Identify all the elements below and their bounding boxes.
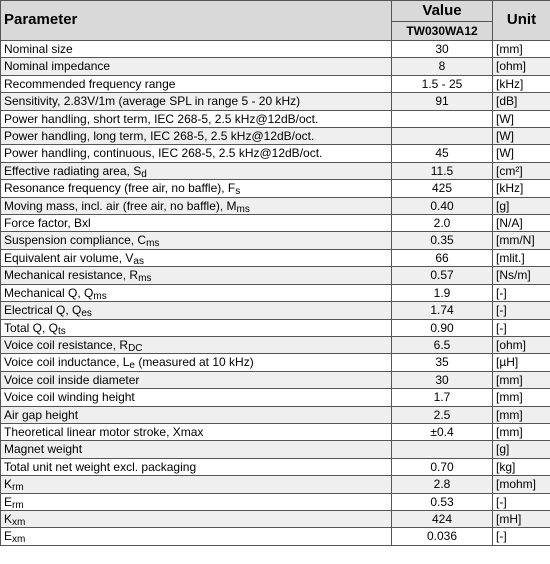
table-row: [1, 476, 550, 493]
parameter-subscript: as: [133, 255, 144, 267]
unit-cell: [g]: [493, 197, 550, 214]
parameter-cell: [1, 128, 392, 145]
parameter-text: Voice coil winding height: [4, 390, 135, 405]
unit-cell: [-]: [493, 493, 550, 510]
unit-cell: [mohm]: [493, 476, 550, 493]
table-row: [1, 493, 550, 510]
parameter-text: Total Q, Q: [4, 320, 59, 335]
unit-cell: [ohm]: [493, 58, 550, 75]
parameter-cell: [1, 302, 392, 319]
header-value: Value: [392, 1, 493, 22]
unit-cell: [kg]: [493, 458, 550, 475]
parameter-subscript: xm: [12, 534, 26, 546]
parameter-cell: [1, 510, 392, 527]
unit-cell: [cm²]: [493, 162, 550, 179]
parameter-text: Voice coil inductance, L: [4, 355, 130, 370]
parameter-cell: [1, 249, 392, 266]
unit-cell: [N/A]: [493, 215, 550, 232]
parameter-subscript: e: [129, 360, 135, 372]
parameter-text: Power handling, continuous, IEC 268-5, 2.5 kHz@12dB/oct.: [4, 146, 323, 161]
parameter-text: Air gap height: [4, 407, 79, 422]
parameter-subscript: ms: [146, 238, 160, 250]
table-row: [1, 354, 550, 371]
value-cell: [392, 128, 493, 145]
value-cell: 0.90: [392, 319, 493, 336]
table-row: [1, 215, 550, 232]
value-cell: 1.7: [392, 389, 493, 406]
parameter-cell: [1, 406, 392, 423]
parameter-cell: [1, 75, 392, 92]
parameter-text: Total unit net weight excl. packaging: [4, 459, 197, 474]
unit-cell: [W]: [493, 110, 550, 127]
parameter-cell: [1, 58, 392, 75]
value-cell: 30: [392, 41, 493, 58]
parameter-text: Power handling, long term, IEC 268-5, 2.5 kHz@12dB/oct.: [4, 129, 315, 144]
parameter-text: Power handling, short term, IEC 268-5, 2.5 kHz@12dB/oct.: [4, 111, 319, 126]
value-cell: 2.5: [392, 406, 493, 423]
value-cell: 425: [392, 180, 493, 197]
table-row: [1, 58, 550, 75]
table-row: [1, 128, 550, 145]
parameter-cell: [1, 110, 392, 127]
parameter-cell: [1, 232, 392, 249]
parameter-text: Resonance frequency (free air, no baffle), F: [4, 181, 236, 196]
parameter-cell: [1, 458, 392, 475]
value-cell: 0.70: [392, 458, 493, 475]
table-row: [1, 162, 550, 179]
parameter-cell: [1, 180, 392, 197]
parameter-subscript: d: [141, 168, 147, 180]
parameter-text: Nominal size: [4, 42, 73, 56]
header-unit: Unit: [493, 1, 550, 41]
value-cell: ±0.4: [392, 423, 493, 440]
value-cell: 2.8: [392, 476, 493, 493]
unit-cell: [dB]: [493, 93, 550, 110]
table-row: [1, 528, 550, 545]
parameter-text: Mechanical resistance, R: [4, 268, 139, 283]
unit-cell: [mlit.]: [493, 249, 550, 266]
value-cell: 91: [392, 93, 493, 110]
unit-cell: [-]: [493, 319, 550, 336]
parameter-subscript: es: [81, 308, 92, 319]
parameter-cell: [1, 476, 392, 493]
value-cell: 424: [392, 510, 493, 527]
table-body: [1, 41, 550, 546]
parameter-subscript: ms: [93, 290, 107, 302]
value-cell: [392, 110, 493, 127]
unit-cell: [mm]: [493, 371, 550, 388]
table-row: [1, 458, 550, 475]
parameter-text: Theoretical linear motor stroke, Xmax: [4, 424, 204, 439]
table-row: [1, 267, 550, 284]
table-row: [1, 232, 550, 249]
parameter-text: Moving mass, incl. air (free air, no baffle), M: [4, 198, 237, 213]
unit-cell: [Ns/m]: [493, 267, 550, 284]
parameter-cell: [1, 162, 392, 179]
table-row: [1, 423, 550, 440]
table-row: [1, 249, 550, 266]
parameter-cell: [1, 41, 392, 58]
parameter-cell: [1, 336, 392, 353]
table-row: [1, 110, 550, 127]
parameter-cell: [1, 354, 392, 371]
table-row: [1, 510, 550, 527]
parameter-text: Voice coil inside diameter: [4, 372, 140, 387]
unit-cell: [mm]: [493, 423, 550, 440]
parameter-text: E: [4, 529, 13, 544]
parameter-text: Magnet weight: [4, 442, 83, 457]
parameter-cell: [1, 197, 392, 214]
parameter-text: E: [4, 494, 13, 509]
parameter-cell: [1, 389, 392, 406]
parameter-subscript: DC: [128, 342, 143, 354]
table-row: [1, 389, 550, 406]
value-cell: 0.036: [392, 528, 493, 545]
parameter-text: Mechanical Q, Q: [4, 285, 94, 300]
value-cell: 0.40: [392, 197, 493, 214]
table-header: [1, 1, 550, 41]
value-cell: 1.74: [392, 302, 493, 319]
parameter-cell: [1, 284, 392, 301]
parameter-cell: [1, 145, 392, 162]
value-cell: 35: [392, 354, 493, 371]
unit-cell: [-]: [493, 302, 550, 319]
unit-cell: [mm]: [493, 41, 550, 58]
parameter-suffix: (measured at 10 kHz): [134, 355, 254, 370]
value-cell: 8: [392, 58, 493, 75]
table-row: [1, 75, 550, 92]
unit-cell: [g]: [493, 441, 550, 458]
table-row: [1, 441, 550, 458]
parameter-cell: [1, 371, 392, 388]
value-cell: 11.5: [392, 162, 493, 179]
unit-cell: [mm/N]: [493, 232, 550, 249]
table-row: [1, 197, 550, 214]
unit-cell: [mm]: [493, 389, 550, 406]
parameter-text: Force factor, Bxl: [4, 216, 91, 231]
parameter-subscript: ms: [236, 203, 250, 215]
value-cell: 0.35: [392, 232, 493, 249]
value-cell: 1.9: [392, 284, 493, 301]
value-cell: 66: [392, 249, 493, 266]
parameter-text: Suspension compliance, C: [4, 233, 147, 248]
parameter-cell: [1, 493, 392, 510]
table-row: [1, 145, 550, 162]
value-cell: 30: [392, 371, 493, 388]
parameter-subscript: ts: [58, 325, 66, 337]
unit-cell: [ohm]: [493, 336, 550, 353]
parameter-cell: [1, 528, 392, 545]
parameter-text: Sensitivity, 2.83V/1m (average SPL in range 5 - 20 kHz): [4, 94, 301, 109]
value-cell: 0.57: [392, 267, 493, 284]
unit-cell: [kHz]: [493, 180, 550, 197]
parameter-cell: [1, 93, 392, 110]
parameter-text: Recommended frequency range: [4, 76, 176, 91]
table-row: [1, 180, 550, 197]
parameter-text: Effective radiating area, S: [4, 163, 142, 178]
parameter-text: K: [4, 477, 13, 492]
parameter-cell: [1, 215, 392, 232]
table-row: [1, 284, 550, 301]
unit-cell: [-]: [493, 528, 550, 545]
value-cell: 45: [392, 145, 493, 162]
parameter-text: Voice coil resistance, R: [4, 337, 129, 352]
parameter-text: Equivalent air volume, V: [4, 250, 134, 265]
value-cell: [392, 441, 493, 458]
unit-cell: [mH]: [493, 510, 550, 527]
unit-cell: [W]: [493, 145, 550, 162]
value-cell: 6.5: [392, 336, 493, 353]
table-row: [1, 93, 550, 110]
unit-cell: [µH]: [493, 354, 550, 371]
parameter-cell: [1, 319, 392, 336]
unit-cell: [W]: [493, 128, 550, 145]
parameter-cell: [1, 441, 392, 458]
table-row: [1, 406, 550, 423]
parameter-text: K: [4, 511, 13, 526]
value-cell: 0.53: [392, 493, 493, 510]
value-cell: 2.0: [392, 215, 493, 232]
parameter-text: Electrical Q, Q: [4, 303, 82, 318]
table-row: [1, 319, 550, 336]
parameter-subscript: rm: [12, 499, 24, 511]
parameter-subscript: rm: [12, 482, 24, 494]
unit-cell: [mm]: [493, 406, 550, 423]
parameter-text: Nominal impedance: [4, 59, 111, 74]
unit-cell: [kHz]: [493, 75, 550, 92]
parameter-subscript: xm: [12, 516, 26, 528]
table-row: [1, 41, 550, 58]
table-row: [1, 336, 550, 353]
parameter-cell: [1, 267, 392, 284]
parameter-subscript: ms: [138, 273, 152, 285]
table-row: [1, 302, 550, 319]
value-cell: 1.5 - 25: [392, 75, 493, 92]
parameter-cell: [1, 423, 392, 440]
parameter-subscript: s: [235, 186, 241, 198]
header-model: TW030WA12: [392, 22, 493, 41]
unit-cell: [-]: [493, 284, 550, 301]
header-parameter: Parameter: [1, 1, 392, 41]
table-row: [1, 371, 550, 388]
